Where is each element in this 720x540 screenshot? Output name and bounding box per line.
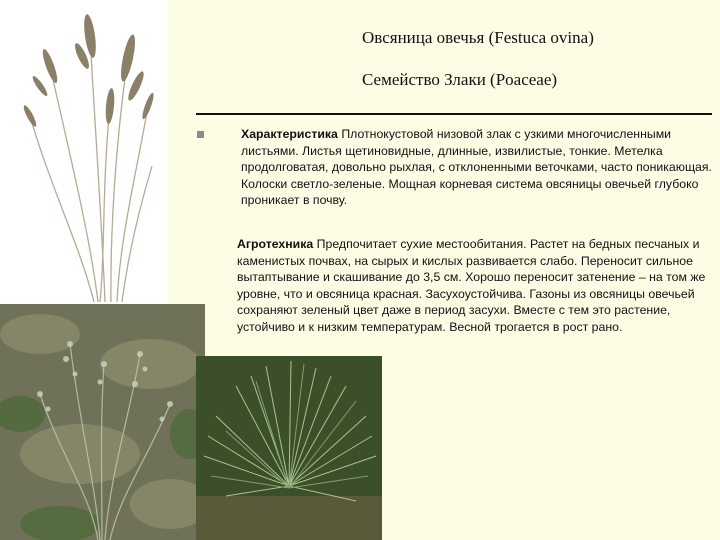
dry-grass-photo xyxy=(10,6,160,304)
characteristic-text: Плотнокустовой низовой злак с узкими многочисленными листьями. Листья щетиновидные, длинные, извилистые, тонкие. Метелка продолговатая, довольно рыхлая, с отклоненными веточками, часто поникающая. Колоски светло-зеленые. Мощная корневая система овсяницы овечьей глубоко проникает в почву. xyxy=(241,127,712,208)
title-divider xyxy=(196,113,712,115)
grass-tuft-photo xyxy=(196,356,382,540)
slide-title: Овсяница овечья (Festuca ovina) xyxy=(362,28,594,47)
agrotechnics-text: Предпочитает сухие местообитания. Растет на бедных песчаных и каменистых почвах, на сырых и кислых развивается слабо. Переносит сильное вытаптывание и скашивание до 3,5 см. Хорошо переносит затенение – на том же уровне, что и овсяница красная. Засухоустойчива. Газоны из овсяницы овечьей сохраняют зеленый цвет даже в период засухи. Вместе с тем это растение, устойчиво и к низким температурам. Весной трогается в рост рано. xyxy=(237,237,706,334)
agrotechnics-paragraph xyxy=(237,236,707,336)
bullet-marker xyxy=(197,131,204,138)
characteristic-paragraph xyxy=(241,126,717,209)
slide-subtitle: Семейство Злаки (Poaceae) xyxy=(362,70,558,89)
characteristic-label: Характеристика xyxy=(241,127,338,141)
field-grass-photo xyxy=(0,304,205,540)
agrotechnics-label: Агротехника xyxy=(237,237,314,251)
